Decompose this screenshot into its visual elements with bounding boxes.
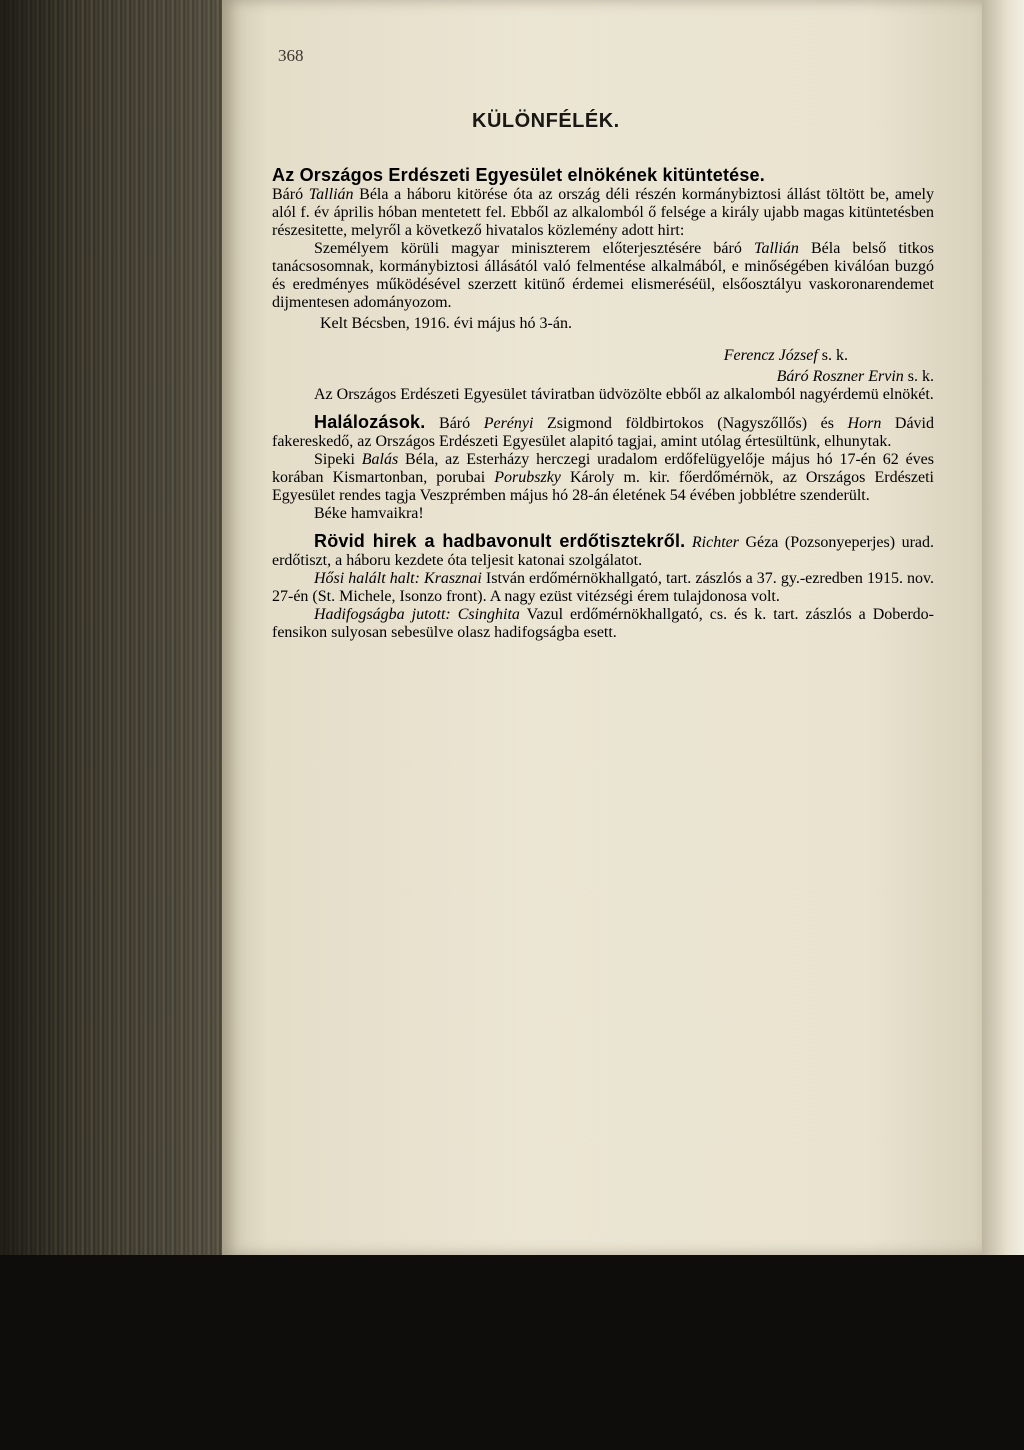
- text: Béla, az Esterházy herczegi uradalom erdőfelügyelője május hó 17-én 62 éves korában Kismartonban, porubai: [272, 451, 935, 486]
- paragraph-heroic-death: [272, 570, 934, 606]
- signature-name: Báró Roszner Ervin: [776, 368, 904, 385]
- text: Dávid fakereskedő, az Országos Erdészeti Egyesület alapitó tagjai, amint utólag értesültünk, elhunytak.: [272, 415, 934, 450]
- signature-name: Ferencz József: [723, 347, 818, 364]
- dateline: Kelt Bécsben, 1916. évi május hó 3-án.: [320, 315, 572, 332]
- text: Károly m. kir. főerdőmérnök, az Országos Erdészeti Egyesület rendes tagja Veszprémben május hó 28-án életének 54 évében jobblétre szenderült.: [272, 469, 934, 504]
- text: István erdőmérnökhallgató, tart. zászlós a 37. gy.-ezredben 1915. nov. 27-én (St. Michele, Isonzo front). A nagy ezüst vitézségi érem tulajdonosa volt.: [272, 570, 935, 605]
- section-heading-award: [272, 165, 934, 186]
- text: Zsigmond földbirtokos (Nagyszőllős) és: [533, 415, 848, 432]
- signature-minister: [272, 368, 934, 386]
- text: Báró: [425, 415, 484, 432]
- person-name: Perényi: [483, 415, 534, 432]
- label-captivity: Hadifogságba jutott:: [314, 606, 451, 623]
- person-name: Balás: [361, 451, 399, 468]
- text: Béla belső titkos tanácsosomnak, kormánybiztosi állásától való felmentése alkalmából, e minőségében kiválóan buzgó és eredményes működésével szerzett kitünő érdemei elismeréséül, elsőosztályu vaskoronarendemet dijmentesen adományozom.: [272, 240, 935, 311]
- text: Vazul erdőmérnökhallgató, cs. és k. tart. zászlós a Doberdo-fensikon sulyosan sebesülve olasz hadifogságba esett.: [272, 606, 935, 641]
- person-name: Tallián: [754, 240, 799, 257]
- heading-award: Az Országos Erdészeti Egyesület elnökének kitüntetése.: [272, 165, 765, 185]
- article-body: [272, 165, 934, 642]
- book-page: [222, 0, 982, 1255]
- text: Géza (Pozsonyeperjes) urad. erdőtiszt, a háboru kezdete óta teljesit katonai szolgálatot.: [272, 534, 935, 569]
- person-name: Tallián: [308, 186, 354, 203]
- signature-suffix: s. k.: [817, 347, 848, 364]
- person-name: Richter: [691, 534, 739, 551]
- paragraph-decree: [272, 240, 934, 312]
- paragraph-obituary: [272, 451, 934, 505]
- book-page-edges: [0, 0, 225, 1255]
- text: Béla a háboru kitörése óta az ország déli részén kormánybiztosi állást töltött be, amely alól f. év április hóban mentetett fel. Ebből az alkalomból ő felsége a király ujabb magas kitüntetésben részesitette, melyről a következő hivatalos közlemény adott hirt:: [272, 186, 934, 239]
- text: [451, 606, 458, 623]
- person-name: Csinghita: [457, 606, 520, 623]
- signature-emperor: [272, 347, 934, 365]
- person-name: Krasznai: [424, 570, 482, 587]
- page-title: KÜLÖNFÉLÉK.: [472, 110, 620, 132]
- page-number: 368: [278, 46, 304, 65]
- person-name: Horn: [847, 415, 882, 432]
- label-heroic-death: Hősi halált halt:: [314, 570, 420, 587]
- heading-war-news: Rövid hirek a hadbavonult erdőtisztekről.: [314, 531, 686, 551]
- paragraph-captivity: [272, 606, 934, 642]
- paragraph-greeting: Az Országos Erdészeti Egyesület táviratban üdvözölte ebből az alkalomból nagyérdemü elnökét.: [314, 386, 934, 403]
- person-name: Porubszky: [494, 469, 561, 486]
- text: Sipeki: [314, 451, 362, 468]
- paragraph-award-intro: [272, 186, 934, 240]
- text: Báró: [272, 186, 309, 203]
- paragraph-rest-in-peace: Béke hamvaikra!: [314, 505, 424, 522]
- heading-deaths: Halálozások.: [314, 412, 426, 432]
- facing-page-strip: [982, 0, 1024, 1255]
- paragraph-deaths: [272, 412, 934, 451]
- text: Személyem körüli magyar miniszterem előterjesztésére báró: [314, 240, 755, 257]
- signature-suffix: s. k.: [903, 368, 934, 385]
- paragraph-war-news: [272, 531, 934, 570]
